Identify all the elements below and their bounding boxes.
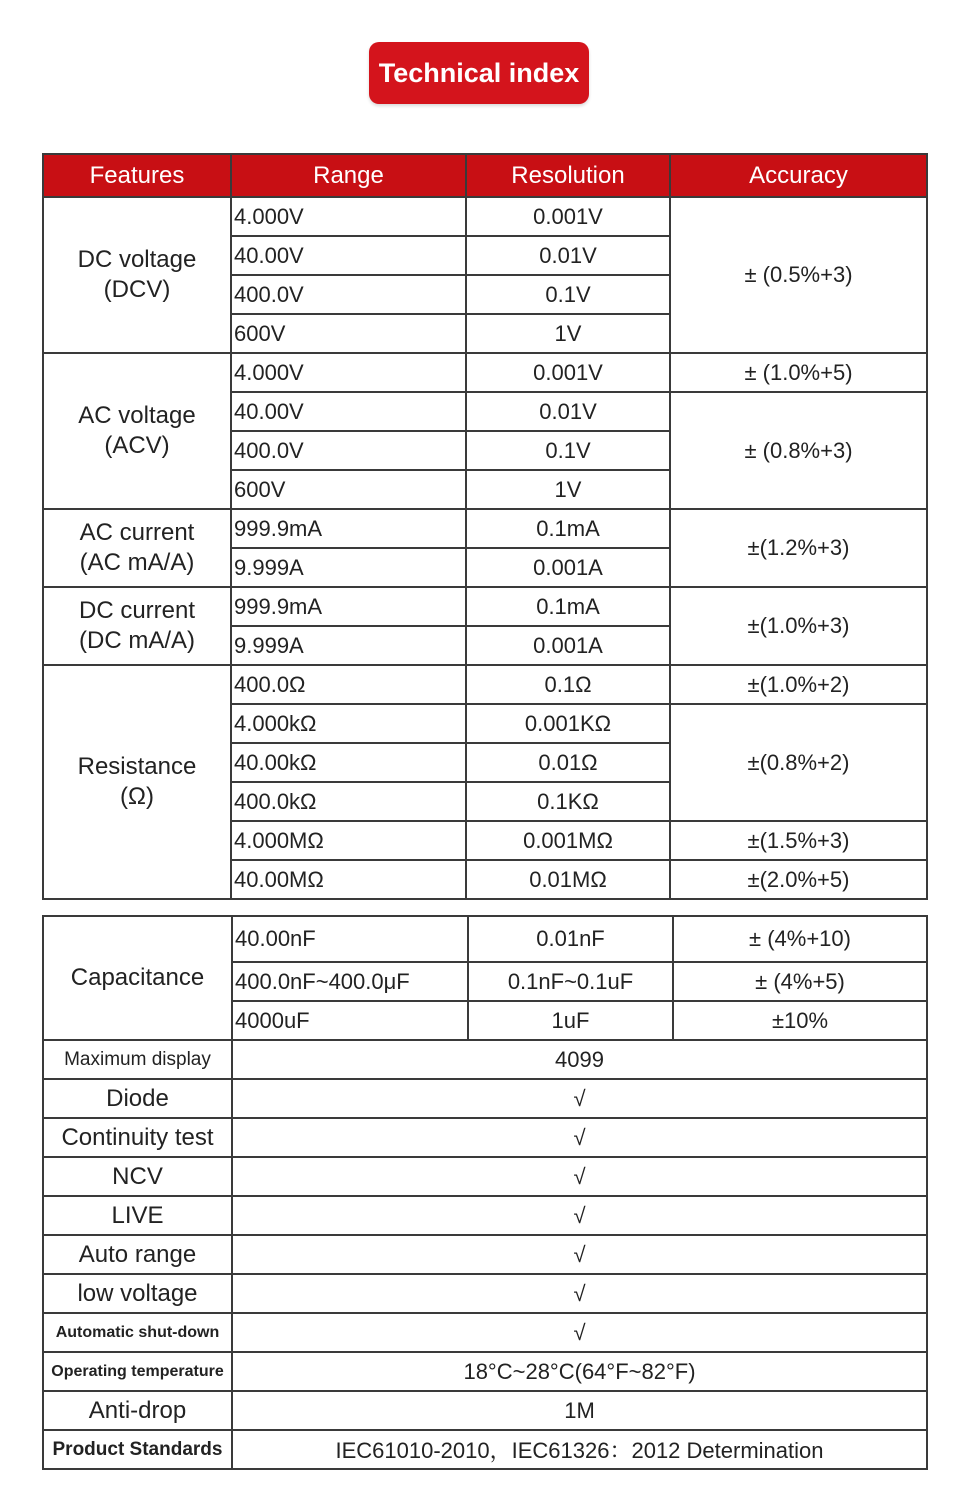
header-accuracy: Accuracy [670, 154, 927, 197]
resolution-cell: 0.1V [466, 431, 670, 470]
accuracy-cell: ± (1.0%+5) [670, 353, 927, 392]
table-row [43, 1352, 927, 1391]
resolution-cell: 0.01Ω [466, 743, 670, 782]
resolution-cell: 0.001V [466, 197, 670, 236]
check-icon: √ [232, 1157, 927, 1196]
resolution-cell: 0.1V [466, 275, 670, 314]
check-icon: √ [232, 1118, 927, 1157]
resolution-cell: 0.1mA [466, 509, 670, 548]
resolution-cell: 0.01MΩ [466, 860, 670, 899]
check-icon: √ [232, 1079, 927, 1118]
header-resolution: Resolution [466, 154, 670, 197]
feature-diode: Diode [43, 1079, 232, 1118]
range-cell: 400.0nF~400.0μF [232, 962, 468, 1001]
check-icon: √ [232, 1274, 927, 1313]
table-row [43, 353, 927, 392]
resolution-cell: 0.001MΩ [466, 821, 670, 860]
accuracy-cell: ± (0.5%+3) [670, 197, 927, 353]
resolution-cell: 0.001KΩ [466, 704, 670, 743]
value-cell: 4099 [232, 1040, 927, 1079]
extra-table [42, 915, 928, 1470]
check-icon: √ [232, 1196, 927, 1235]
resolution-cell: 0.01V [466, 236, 670, 275]
resolution-cell: 0.1Ω [466, 665, 670, 704]
range-cell: 600V [231, 470, 466, 509]
range-cell: 40.00kΩ [231, 743, 466, 782]
range-cell: 9.999A [231, 548, 466, 587]
resolution-cell: 0.001A [466, 626, 670, 665]
accuracy-cell: ±(2.0%+5) [670, 860, 927, 899]
header-range: Range [231, 154, 466, 197]
range-cell: 4.000MΩ [231, 821, 466, 860]
range-cell: 40.00V [231, 392, 466, 431]
range-cell: 40.00V [231, 236, 466, 275]
table-row [43, 587, 927, 626]
feature-anti-drop: Anti-drop [43, 1391, 232, 1430]
range-cell: 400.0V [231, 431, 466, 470]
value-cell: 18°C~28°C(64°F~82°F) [232, 1352, 927, 1391]
range-cell: 4.000V [231, 353, 466, 392]
accuracy-cell: ±(1.2%+3) [670, 509, 927, 587]
accuracy-cell: ± (4%+5) [673, 962, 927, 1001]
table-row [43, 1118, 927, 1157]
feature-ncv: NCV [43, 1157, 232, 1196]
table-row [43, 665, 927, 704]
range-cell: 9.999A [231, 626, 466, 665]
feature-live: LIVE [43, 1196, 232, 1235]
table-row [43, 1079, 927, 1118]
resolution-cell: 1V [466, 470, 670, 509]
range-cell: 600V [231, 314, 466, 353]
accuracy-cell: ± (0.8%+3) [670, 392, 927, 509]
table-row [43, 916, 927, 962]
accuracy-cell: ±10% [673, 1001, 927, 1040]
table-row [43, 1196, 927, 1235]
feature-low-voltage: low voltage [43, 1274, 232, 1313]
accuracy-cell: ±(1.0%+2) [670, 665, 927, 704]
resolution-cell: 0.001V [466, 353, 670, 392]
range-cell: 400.0kΩ [231, 782, 466, 821]
resolution-cell: 1V [466, 314, 670, 353]
range-cell: 40.00nF [232, 916, 468, 962]
table-row [43, 1274, 927, 1313]
check-icon: √ [232, 1313, 927, 1352]
feature-dc-current: DC current (DC mA/A) [43, 587, 231, 665]
feature-auto-range: Auto range [43, 1235, 232, 1274]
resolution-cell: 0.01V [466, 392, 670, 431]
range-cell: 4.000V [231, 197, 466, 236]
range-cell: 4.000kΩ [231, 704, 466, 743]
value-cell: 1M [232, 1391, 927, 1430]
feature-product-standards: Product Standards [43, 1430, 232, 1469]
table-row [43, 1040, 927, 1079]
table-row [43, 1430, 927, 1469]
table-row [43, 509, 927, 548]
resolution-cell: 0.1KΩ [466, 782, 670, 821]
feature-ac-current: AC current (AC mA/A) [43, 509, 231, 587]
accuracy-cell: ± (4%+10) [673, 916, 927, 962]
accuracy-cell: ±(1.5%+3) [670, 821, 927, 860]
feature-capacitance: Capacitance [43, 916, 232, 1040]
feature-continuity: Continuity test [43, 1118, 232, 1157]
spec-table [42, 153, 928, 900]
feature-ac-voltage: AC voltage (ACV) [43, 353, 231, 509]
range-cell: 4000uF [232, 1001, 468, 1040]
feature-dc-voltage: DC voltage (DCV) [43, 197, 231, 353]
feature-max-display: Maximum display [43, 1040, 232, 1079]
table-row [43, 1313, 927, 1352]
page-title: Technical index [369, 42, 589, 104]
resolution-cell: 1uF [468, 1001, 673, 1040]
table-row [43, 1235, 927, 1274]
range-cell: 40.00MΩ [231, 860, 466, 899]
header-features: Features [43, 154, 231, 197]
feature-auto-shutdown: Automatic shut-down [43, 1313, 232, 1352]
check-icon: √ [232, 1235, 927, 1274]
range-cell: 999.9mA [231, 509, 466, 548]
header-row [43, 154, 927, 197]
accuracy-cell: ±(1.0%+3) [670, 587, 927, 665]
table-row [43, 197, 927, 236]
table-row [43, 1157, 927, 1196]
resolution-cell: 0.1nF~0.1uF [468, 962, 673, 1001]
range-cell: 400.0V [231, 275, 466, 314]
resolution-cell: 0.01nF [468, 916, 673, 962]
range-cell: 999.9mA [231, 587, 466, 626]
accuracy-cell: ±(0.8%+2) [670, 704, 927, 821]
resolution-cell: 0.1mA [466, 587, 670, 626]
table-row [43, 1391, 927, 1430]
range-cell: 400.0Ω [231, 665, 466, 704]
resolution-cell: 0.001A [466, 548, 670, 587]
value-cell: IEC61010-2010，IEC61326：2012 Determination [232, 1430, 927, 1469]
feature-operating-temperature: Operating temperature [43, 1352, 232, 1391]
feature-resistance: Resistance (Ω) [43, 665, 231, 899]
